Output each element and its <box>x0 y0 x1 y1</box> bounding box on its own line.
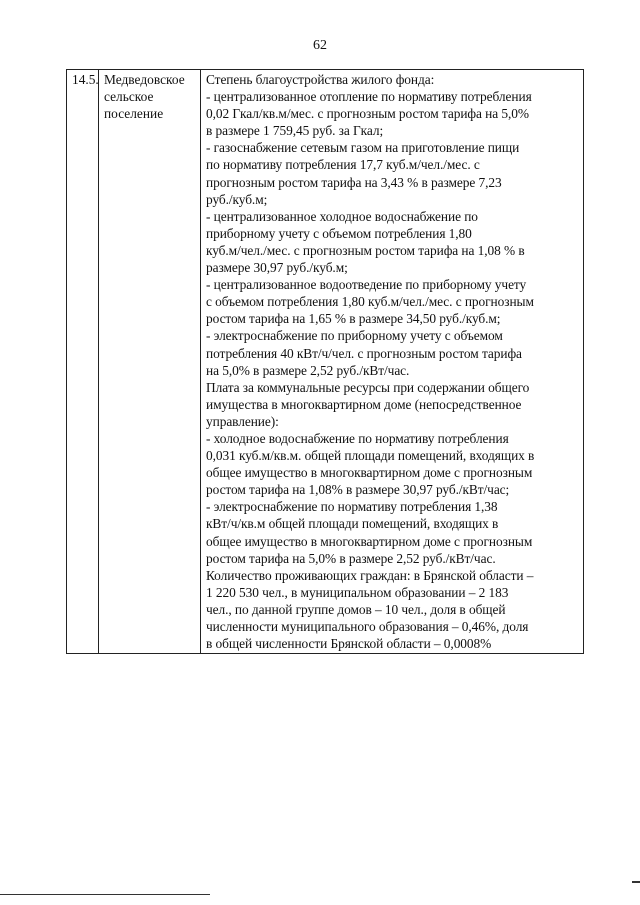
description-line: - централизованное отопление по нормативу потребления <box>206 89 532 105</box>
description-line: потребления 40 кВт/ч/чел. с прогнозным ростом тарифа <box>206 345 522 361</box>
description-line: - электроснабжение по приборному учету с объемом <box>206 328 503 344</box>
description-line: имущества в многоквартирном доме (непосредственное <box>206 396 522 412</box>
description-line: 0,031 куб.м/кв.м. общей площади помещений, входящих в <box>206 448 535 464</box>
description-line: - газоснабжение сетевым газом на приготовление пищи <box>206 140 520 156</box>
description-line: прогнозным ростом тарифа на 3,43 % в размере 7,23 <box>206 174 502 190</box>
settlement-name-line: Медведовское <box>104 72 185 87</box>
description-line: численности муниципального образования – 0,46%, доля <box>206 619 529 634</box>
description-line: на 5,0% в размере 2,52 руб./кВт/час. <box>206 362 410 378</box>
settlement-name-line: сельское <box>104 89 154 105</box>
description-line: чел., по данной группе домов – 10 чел., доля в общей <box>206 601 506 617</box>
description-line: 1 220 530 чел., в муниципальном образовании – 2 183 <box>206 584 509 600</box>
description-line: по нормативу потребления 17,7 куб.м/чел./мес. с <box>206 157 480 173</box>
edge-mark <box>632 881 640 883</box>
row-number-cell <box>67 70 99 654</box>
description-line: Плата за коммунальные ресурсы при содержании общего <box>206 379 530 395</box>
description-line: ростом тарифа на 1,08% в размере 30,97 руб./кВт/час; <box>206 482 510 498</box>
description-line: ростом тарифа на 1,65 % в размере 34,50 руб./куб.м; <box>206 311 501 327</box>
description-line: кВт/ч/кв.м общей площади помещений, входящих в <box>206 516 499 532</box>
settlement-name-cell <box>99 70 201 654</box>
description-line: приборному учету с объемом потребления 1,80 <box>206 225 472 241</box>
footer-rule <box>0 894 210 895</box>
description-line: общее имущество в многоквартирном доме с прогнозным <box>206 465 533 481</box>
description-line: руб./куб.м; <box>206 191 268 207</box>
description-line: Степень благоустройства жилого фонда: <box>206 72 435 87</box>
description-line: управление): <box>206 413 279 429</box>
description-cell <box>201 70 584 654</box>
description-line: в размере 1 759,45 руб. за Гкал; <box>206 123 384 139</box>
description-line: в общей численности Брянской области – 0,0008% <box>206 636 492 652</box>
description-line: - холодное водоснабжение по нормативу потребления <box>206 430 509 446</box>
description-line: размере 30,97 руб./куб.м; <box>206 260 348 276</box>
row-number: 14.5. <box>72 72 99 87</box>
table-row <box>67 70 584 654</box>
description-line: Количество проживающих граждан: в Брянской области – <box>206 567 534 583</box>
description-line: - электроснабжение по нормативу потребления 1,38 <box>206 499 498 515</box>
description-line: - централизованное водоотведение по приборному учету <box>206 277 527 293</box>
description-line: - централизованное холодное водоснабжение по <box>206 208 478 224</box>
description-line: с объемом потребления 1,80 куб.м/чел./мес. с прогнозным <box>206 294 534 310</box>
description-line: 0,02 Гкал/кв.м/мес. с прогнозным ростом тарифа на 5,0% <box>206 106 529 122</box>
page-number: 62 <box>313 38 327 53</box>
tariff-table <box>66 69 584 654</box>
description-line: ростом тарифа на 5,0% в размере 2,52 руб./кВт/час. <box>206 550 496 566</box>
description-line: куб.м/чел./мес. с прогнозным ростом тарифа на 1,08 % в <box>206 242 525 258</box>
settlement-name-line: поселение <box>104 106 164 122</box>
description-line: общее имущество в многоквартирном доме с прогнозным <box>206 533 533 549</box>
